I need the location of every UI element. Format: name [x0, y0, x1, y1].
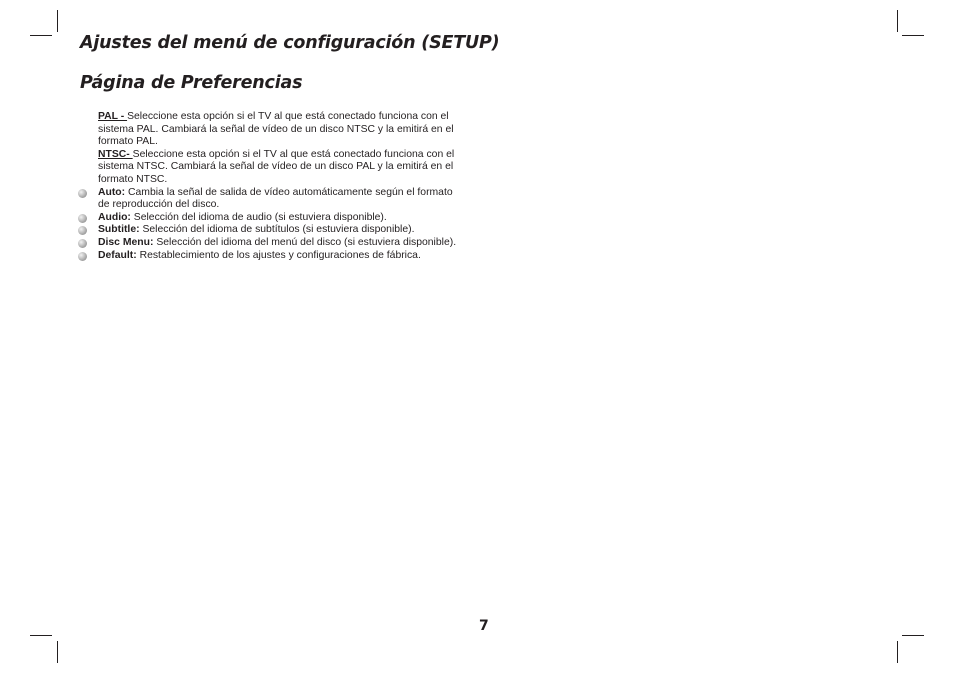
disc-menu-item [98, 237, 460, 250]
pal-label: PAL - [98, 111, 128, 122]
disc-menu-description: Selección del idioma del menú del disco (si estuviera disponible). [153, 236, 457, 248]
subtitle-item [98, 224, 460, 237]
pal-item [98, 111, 460, 149]
disc-menu-label: Disc Menu: [98, 236, 154, 248]
ntsc-label: NTSC- [98, 148, 133, 160]
bullet-icon [78, 239, 87, 248]
audio-label: Audio: [98, 211, 131, 223]
preferences-list [98, 111, 460, 262]
crop-mark-bottom-left-horizontal [30, 635, 52, 636]
bullet-icon [78, 214, 87, 223]
bullet-icon [78, 226, 87, 235]
section-title: Página de Preferencias [80, 73, 303, 93]
bullet-icon [78, 252, 87, 261]
page-title: Ajustes del menú de configuración (SETUP) [80, 33, 500, 53]
crop-mark-top-right-horizontal [902, 35, 924, 36]
auto-label: Auto: [98, 186, 126, 198]
audio-item [98, 212, 460, 225]
crop-mark-top-left-vertical [57, 10, 58, 32]
crop-mark-top-right-vertical [897, 10, 898, 32]
crop-mark-bottom-right-horizontal [902, 635, 924, 636]
pal-description: Seleccione esta opción si el TV al que está conectado funciona con el sistema PAL. Cambiará la señal de vídeo de un disco NTSC y la emitirá en el formato PAL. [98, 111, 454, 148]
subtitle-description: Selección del idioma de subtítulos (si estuviera disponible). [139, 224, 415, 236]
page-number: 7 [479, 618, 489, 634]
auto-item [98, 187, 460, 212]
default-description: Restablecimiento de los ajustes y configuraciones de fábrica. [136, 249, 421, 261]
audio-description: Selección del idioma de audio (si estuviera disponible). [130, 211, 387, 223]
default-label: Default: [98, 249, 137, 261]
default-item [98, 250, 460, 263]
crop-mark-bottom-right-vertical [897, 641, 898, 663]
ntsc-description: Seleccione esta opción si el TV al que está conectado funciona con el sistema NTSC. Cambiará la señal de vídeo de un disco PAL y la emitirá en el formato NTSC. [98, 148, 455, 185]
subtitle-label: Subtitle: [98, 224, 140, 236]
crop-mark-bottom-left-vertical [57, 641, 58, 663]
bullet-icon [78, 189, 87, 198]
ntsc-item [98, 149, 460, 187]
crop-mark-top-left-horizontal [30, 35, 52, 36]
auto-description: Cambia la señal de salida de vídeo automáticamente según el formato de reproducción del disco. [98, 186, 453, 211]
